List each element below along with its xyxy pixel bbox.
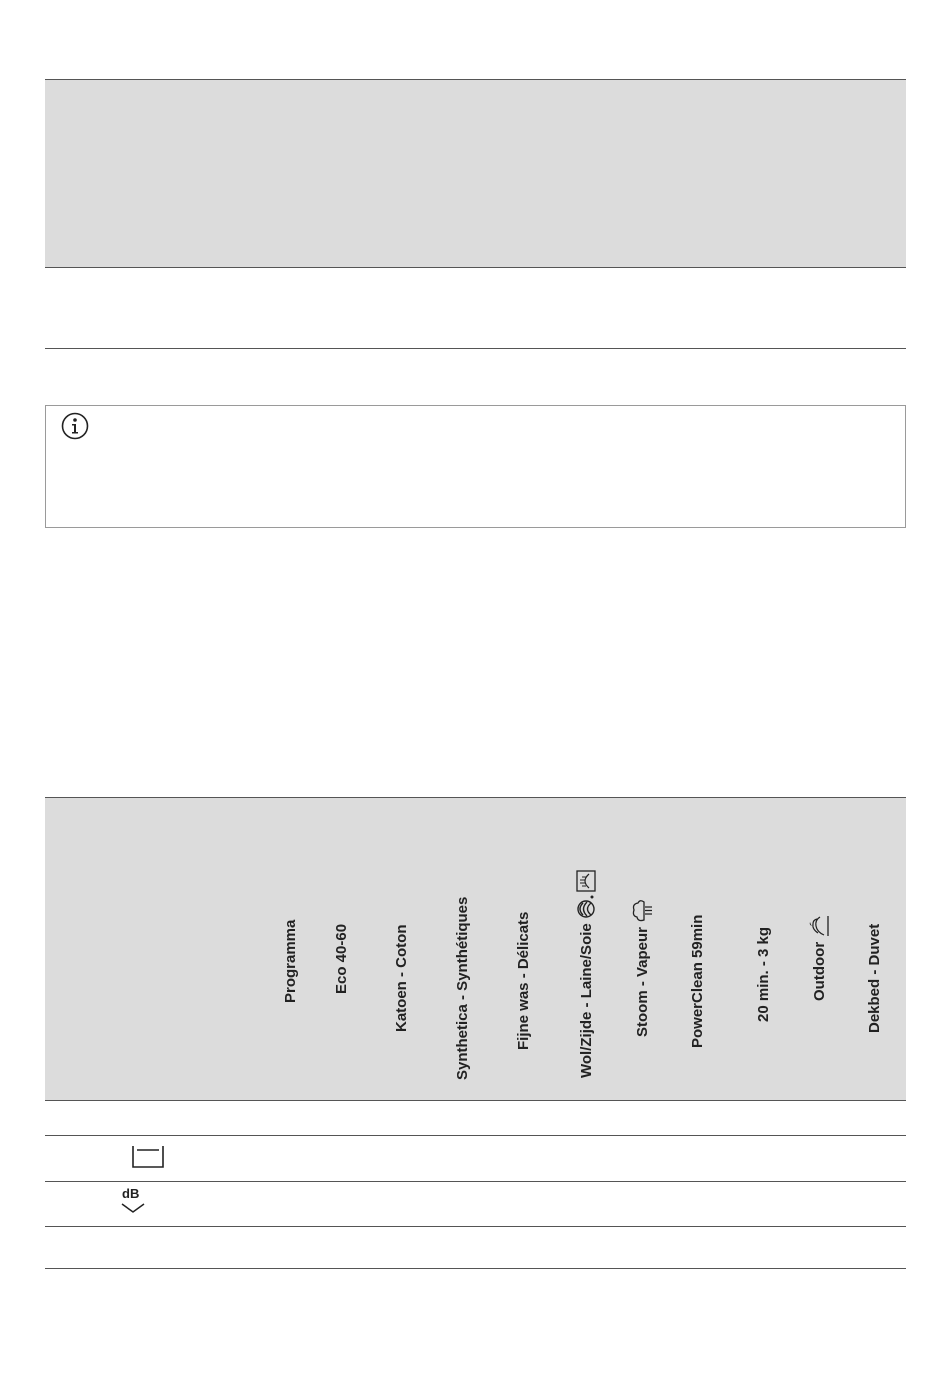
noise-reduction-db-icon: dB <box>118 1187 148 1217</box>
outdoor-icon <box>808 914 830 938</box>
header-block <box>45 80 906 267</box>
info-note-box <box>45 405 906 528</box>
column-header-dekbed: Dekbed - Duvet <box>866 923 883 1033</box>
column-header-outdoor: Outdoor <box>808 914 830 1001</box>
prewash-tub-icon <box>131 1145 165 1169</box>
column-header-stoom: Stoom - Vapeur <box>631 899 653 1037</box>
table-row-rule <box>45 1181 906 1182</box>
section-rule <box>45 348 906 349</box>
column-header-fijne-was: Fijne was - Délicats <box>515 911 532 1050</box>
table-bottom-rule <box>45 1268 906 1269</box>
table-row-rule <box>45 1135 906 1136</box>
woolmark-handwash-icon <box>575 867 597 919</box>
column-header-synthetica: Synthetica - Synthétiques <box>454 896 471 1080</box>
column-header-wol-zijde: Wol/Zijde - Laine/Soie <box>575 867 597 1078</box>
table-header <box>45 798 906 1100</box>
column-header-eco: Eco 40-60 <box>333 923 350 994</box>
header-rule <box>45 267 906 268</box>
column-header-20min: 20 min. - 3 kg <box>755 926 772 1022</box>
info-icon <box>60 411 90 441</box>
column-header-powerclean: PowerClean 59min <box>689 914 706 1048</box>
table-row-rule <box>45 1226 906 1227</box>
column-header-katoen: Katoen - Coton <box>393 924 410 1032</box>
steam-icon <box>631 899 653 923</box>
column-header-programma: Programma <box>282 919 299 1003</box>
table-header-rule <box>45 1100 906 1101</box>
